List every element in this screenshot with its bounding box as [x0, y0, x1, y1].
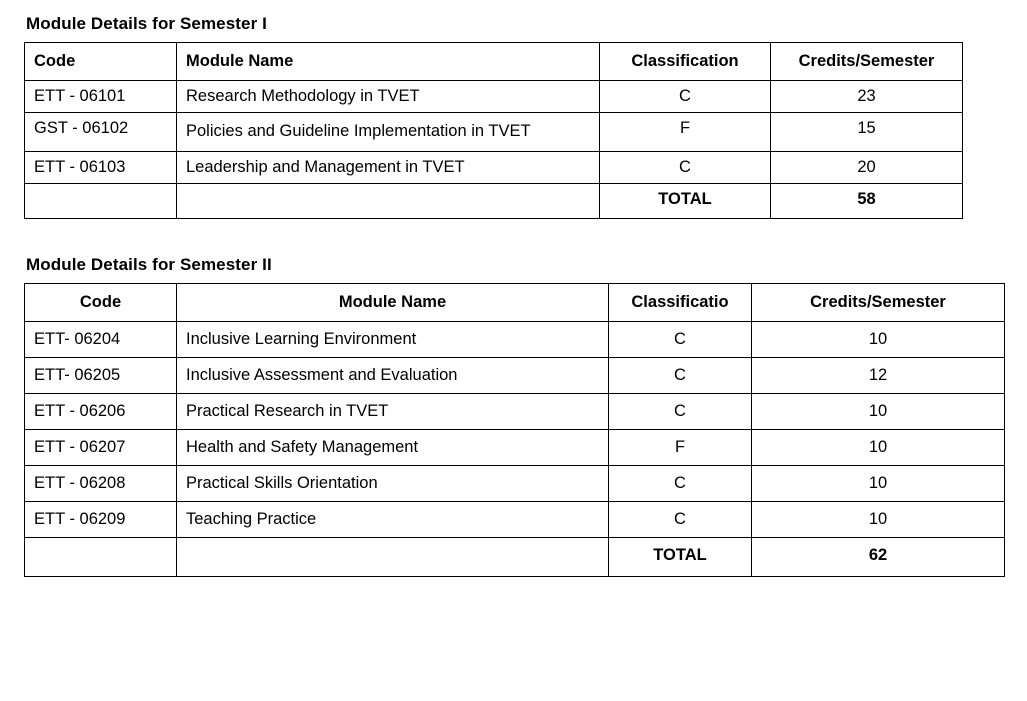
cell-module-name: Inclusive Assessment and Evaluation [177, 357, 609, 393]
column-header-code: Code [25, 43, 177, 81]
table-header-row [25, 43, 963, 81]
table-row [25, 113, 963, 152]
cell-total-value: 58 [771, 183, 963, 218]
table-header-row [25, 283, 1005, 321]
cell-empty [25, 537, 177, 576]
column-header-module-name: Module Name [177, 43, 600, 81]
cell-classification: F [609, 429, 752, 465]
cell-module-name: Practical Research in TVET [177, 393, 609, 429]
semester-2-table [24, 283, 1005, 577]
cell-empty [25, 183, 177, 218]
semester-1-table [24, 42, 963, 219]
cell-classification: C [609, 393, 752, 429]
cell-classification: C [609, 465, 752, 501]
table-total-row [25, 537, 1005, 576]
table-row [25, 393, 1005, 429]
cell-classification: C [600, 81, 771, 113]
table-row [25, 81, 963, 113]
cell-credits: 23 [771, 81, 963, 113]
column-header-classification: Classificatio [609, 283, 752, 321]
cell-code: ETT - 06103 [25, 151, 177, 183]
semester-2-heading: Module Details for Semester II [26, 254, 272, 274]
column-header-code: Code [25, 283, 177, 321]
cell-classification: C [609, 357, 752, 393]
cell-credits: 12 [752, 357, 1005, 393]
cell-empty [177, 537, 609, 576]
semester-1-heading: Module Details for Semester I [26, 14, 267, 33]
cell-module-name: Health and Safety Management [177, 429, 609, 465]
cell-code: ETT - 06101 [25, 81, 177, 113]
table-row [25, 501, 1005, 537]
table-row [25, 429, 1005, 465]
cell-module-name: Policies and Guideline Implementation in TVET [177, 113, 600, 152]
cell-code: ETT - 06207 [25, 429, 177, 465]
cell-code: ETT- 06204 [25, 321, 177, 357]
cell-credits: 10 [752, 393, 1005, 429]
column-header-module-name: Module Name [177, 283, 609, 321]
cell-credits: 10 [752, 465, 1005, 501]
cell-classification: F [600, 113, 771, 152]
cell-module-name: Inclusive Learning Environment [177, 321, 609, 357]
cell-total-label: TOTAL [600, 183, 771, 218]
cell-credits: 15 [771, 113, 963, 152]
table-row [25, 465, 1005, 501]
column-header-credits: Credits/Semester [752, 283, 1005, 321]
cell-classification: C [609, 321, 752, 357]
column-header-credits: Credits/Semester [771, 43, 963, 81]
cell-total-value: 62 [752, 537, 1005, 576]
cell-classification: C [600, 151, 771, 183]
cell-empty [177, 183, 600, 218]
cell-module-name: Practical Skills Orientation [177, 465, 609, 501]
cell-credits: 10 [752, 501, 1005, 537]
table-row [25, 151, 963, 183]
cell-code: GST - 06102 [25, 113, 177, 152]
cell-credits: 10 [752, 321, 1005, 357]
cell-code: ETT- 06205 [25, 357, 177, 393]
section-spacer [24, 219, 1003, 255]
cell-module-name: Teaching Practice [177, 501, 609, 537]
cell-code: ETT - 06208 [25, 465, 177, 501]
cell-credits: 20 [771, 151, 963, 183]
cell-module-name: Research Methodology in TVET [177, 81, 600, 113]
cell-classification: C [609, 501, 752, 537]
column-header-classification: Classification [600, 43, 771, 81]
cell-code: ETT - 06206 [25, 393, 177, 429]
cell-total-label: TOTAL [609, 537, 752, 576]
table-row [25, 357, 1005, 393]
cell-credits: 10 [752, 429, 1005, 465]
table-total-row [25, 183, 963, 218]
cell-module-name: Leadership and Management in TVET [177, 151, 600, 183]
cell-code: ETT - 06209 [25, 501, 177, 537]
table-row [25, 321, 1005, 357]
